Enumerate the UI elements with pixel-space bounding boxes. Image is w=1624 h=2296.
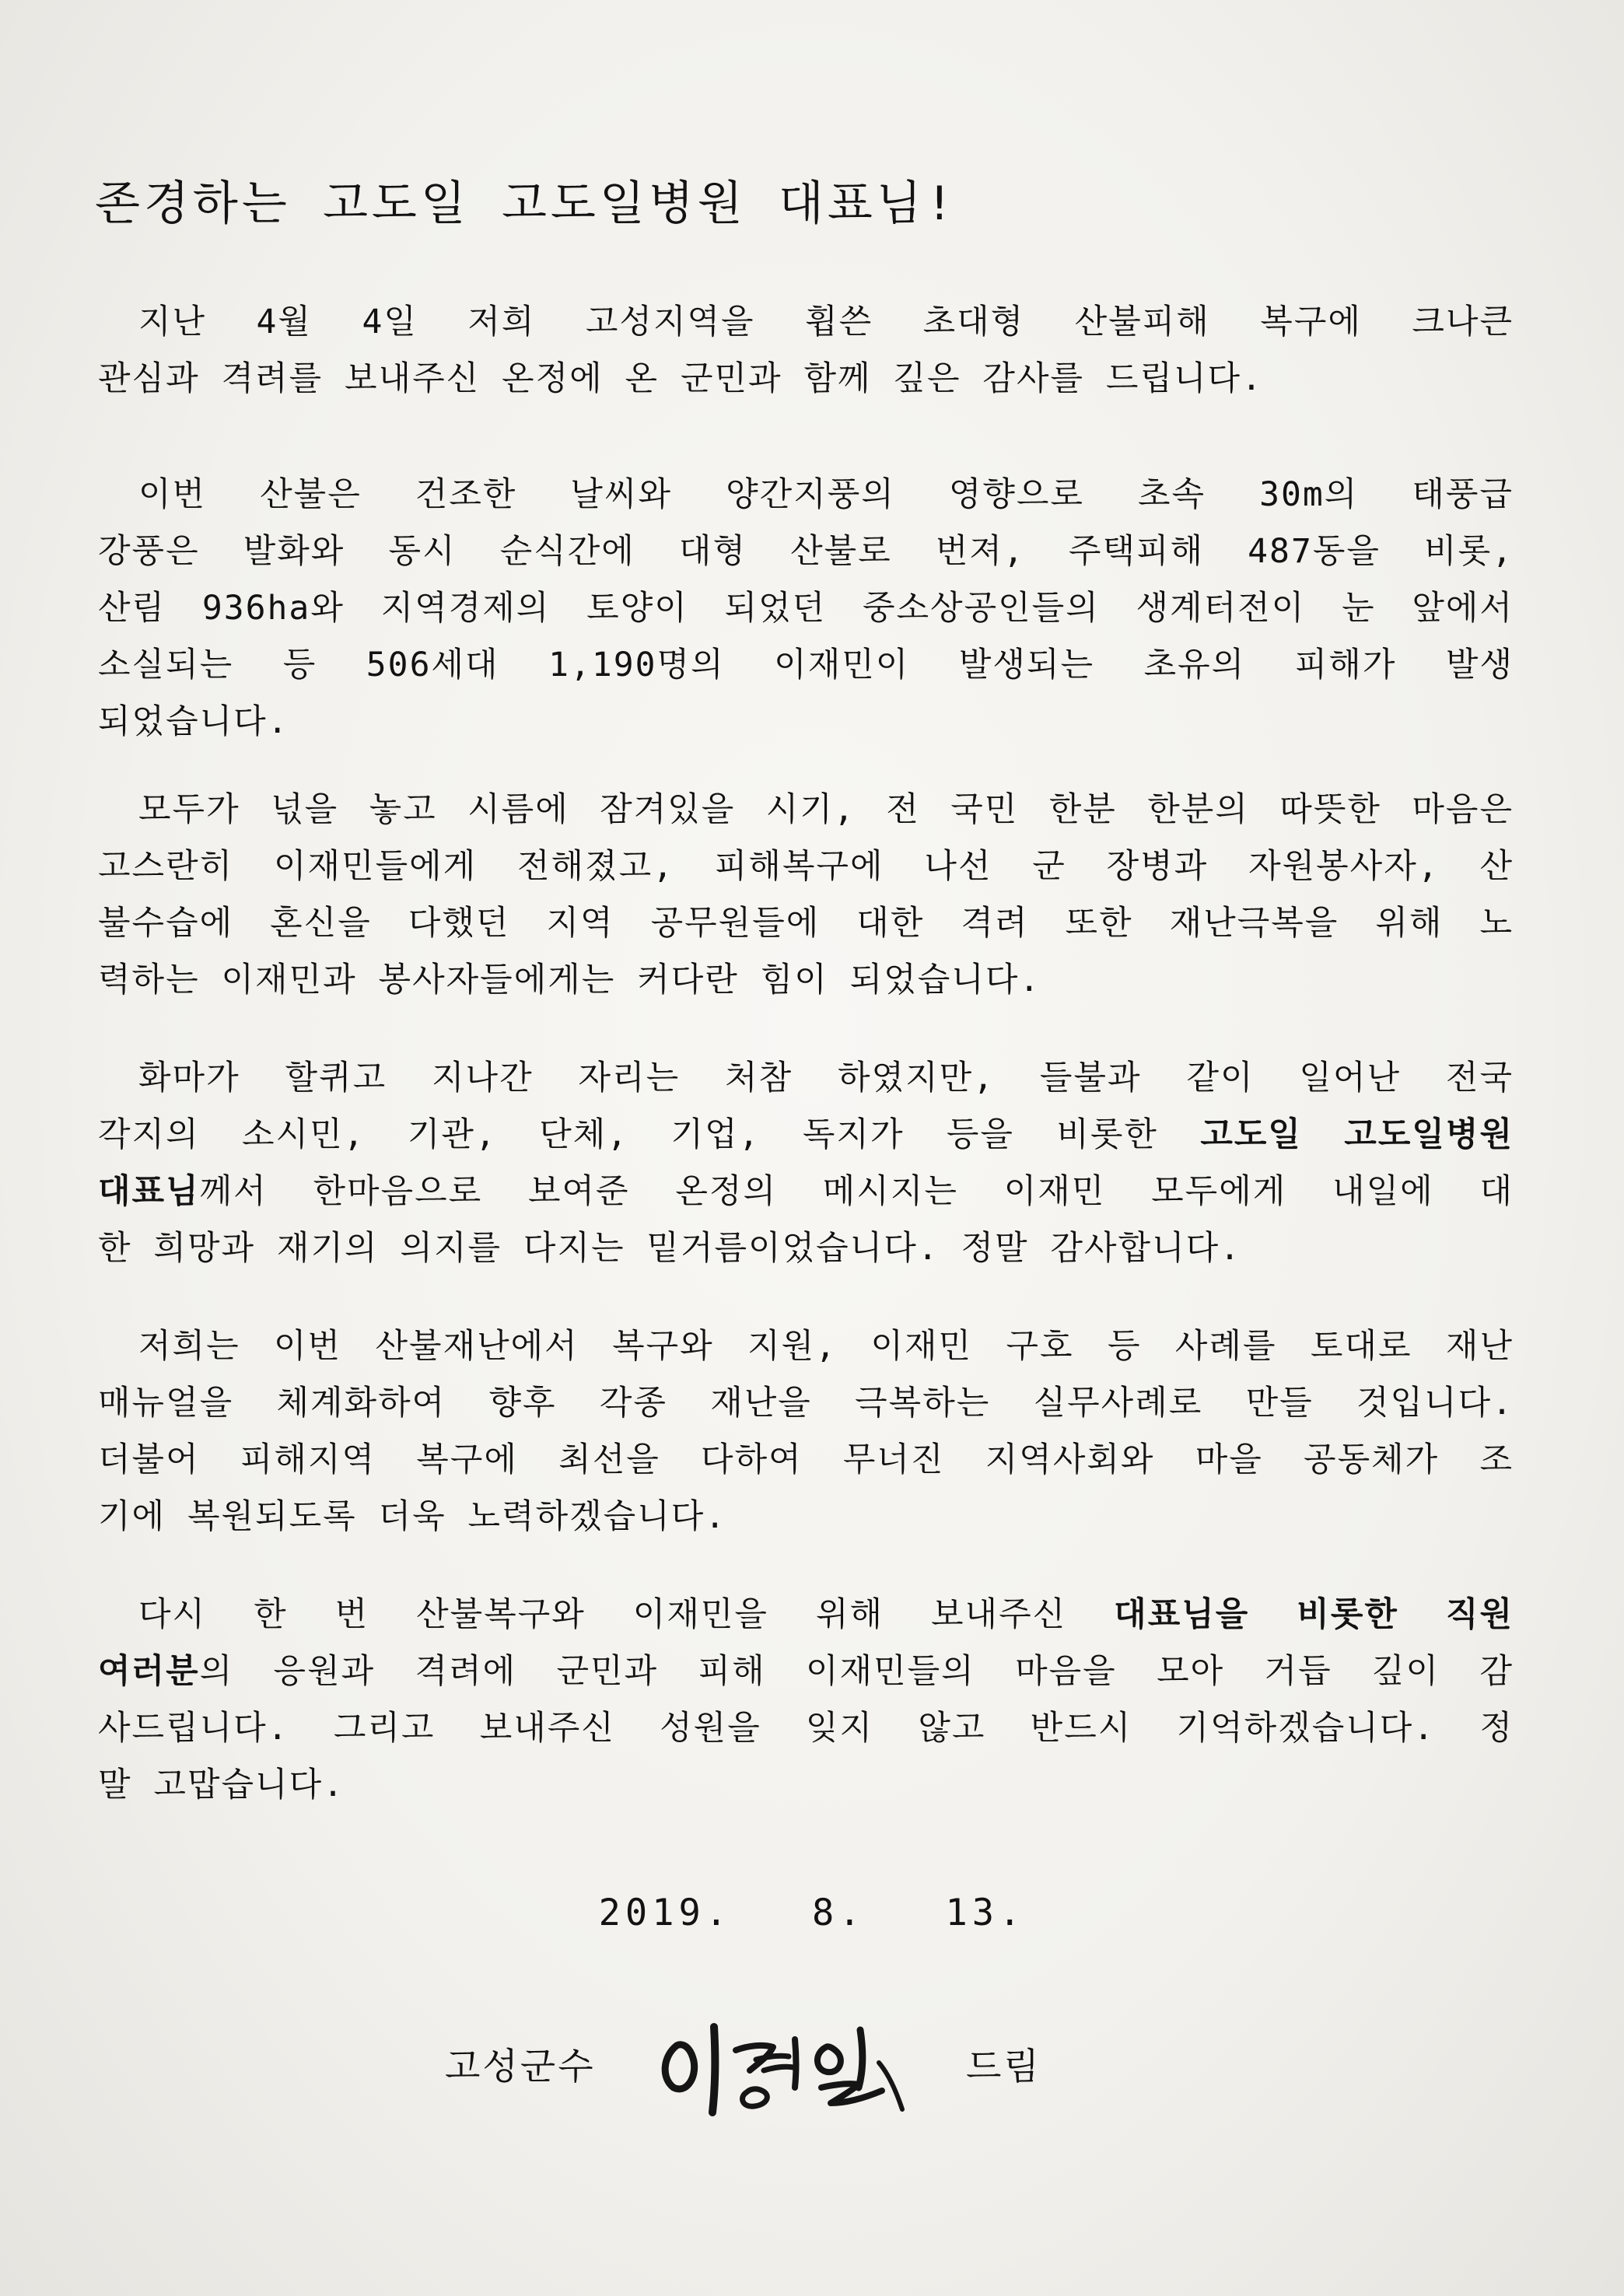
paragraph-line: 관심과 격려를 보내주신 온정에 온 군민과 함께 깊은 감사를 드립니다.	[98, 359, 1263, 398]
paragraph-line: 저희는 이번 산불재난에서 복구와 지원, 이재민 구호 등 사례를 토대로 재난	[138, 1327, 1514, 1366]
paragraph-line: 지난 4월 4일 저희 고성지역을 휩쓴 초대형 산불피해 복구에 크나큰	[138, 303, 1514, 341]
paragraph-line: 한 희망과 재기의 의지를 다지는 밑거름이었습니다. 정말 감사합니다.	[98, 1229, 1242, 1268]
paragraph-line: 더불어 피해지역 복구에 최선을 다하여 무너진 지역사회와 마을 공동체가 조	[98, 1440, 1514, 1479]
paragraph-text: 의 응원과 격려에 군민과 피해 이재민들의 마음을 모아 거듭 깊이 감	[199, 1652, 1514, 1691]
paragraph-text: 께서 한마음으로 보여준 온정의 메시지는 이재민 모두에게 내일에 대	[199, 1172, 1514, 1211]
recipient-highlight: 대표님을 비롯한 직원	[1114, 1595, 1514, 1634]
paragraph-6	[98, 1587, 1514, 1814]
handwritten-signature	[655, 2016, 912, 2117]
paragraph-line: 화마가 할퀴고 지나간 자리는 처참 하였지만, 들불과 같이 일어난 전국	[138, 1059, 1514, 1097]
paragraph-1	[98, 294, 1514, 408]
paragraph-4	[98, 1050, 1514, 1277]
recipient-name-highlight: 고도일 고도일병원	[1200, 1115, 1514, 1154]
letter-title: 존경하는 고도일 고도일병원 대표님!	[95, 177, 957, 231]
paragraph-line: 고스란히 이재민들에게 전해졌고, 피해복구에 나선 군 장병과 자원봉사자, 산	[98, 847, 1514, 886]
paragraph-line	[98, 1643, 1514, 1700]
paragraph-line	[98, 1587, 1514, 1643]
closing-block	[445, 2016, 1223, 2117]
paragraph-line: 산림 936ha와 지역경제의 토양이 되었던 중소상공인들의 생계터전이 눈 앞에서	[98, 589, 1514, 628]
paragraph-line: 모두가 넋을 놓고 시름에 잠겨있을 시기, 전 국민 한분 한분의 따뜻한 마음은	[138, 790, 1514, 829]
paragraph-line	[98, 1164, 1514, 1220]
paragraph-line: 력하는 이재민과 봉사자들에게는 커다란 힘이 되었습니다.	[98, 961, 1041, 999]
paragraph-text: 각지의 소시민, 기관, 단체, 기업, 독지가 등을 비롯한	[98, 1115, 1201, 1154]
paragraph-line: 불수습에 혼신을 다했던 지역 공무원들에 대한 격려 또한 재난극복을 위해 노	[98, 904, 1514, 943]
recipient-highlight: 여러분	[98, 1652, 200, 1691]
paragraph-line: 강풍은 발화와 동시 순식간에 대형 산불로 번져, 주택피해 487동을 비롯,	[98, 532, 1514, 571]
paragraph-line: 되었습니다.	[98, 702, 289, 741]
paragraph-text: 다시 한 번 산불복구와 이재민을 위해 보내주신	[138, 1595, 1115, 1634]
paragraph-line: 소실되는 등 506세대 1,190명의 이재민이 발생되는 초유의 피해가 발생	[98, 646, 1514, 684]
closing-suffix: 드림	[966, 2046, 1041, 2088]
paragraph-line: 사드립니다. 그리고 보내주신 성원을 잊지 않고 반드시 기억하겠습니다. 정	[98, 1709, 1514, 1748]
paragraph-line: 말 고맙습니다.	[98, 1766, 345, 1804]
paragraph-3	[98, 782, 1514, 1009]
paragraph-5	[98, 1318, 1514, 1545]
paragraph-2	[98, 467, 1514, 751]
paragraph-line: 기에 복원되도록 더욱 노력하겠습니다.	[98, 1497, 727, 1536]
paragraph-line	[98, 1107, 1514, 1164]
sender-title: 고성군수	[445, 2046, 596, 2088]
paragraph-line: 매뉴얼을 체계화하여 향후 각종 재난을 극복하는 실무사례로 만들 것입니다.	[98, 1384, 1514, 1423]
paragraph-line: 이번 산불은 건조한 날씨와 양간지풍의 영향으로 초속 30m의 태풍급	[138, 475, 1514, 514]
letter-date: 2019. 8. 13.	[598, 1892, 1026, 1934]
recipient-title-highlight: 대표님	[98, 1172, 200, 1211]
